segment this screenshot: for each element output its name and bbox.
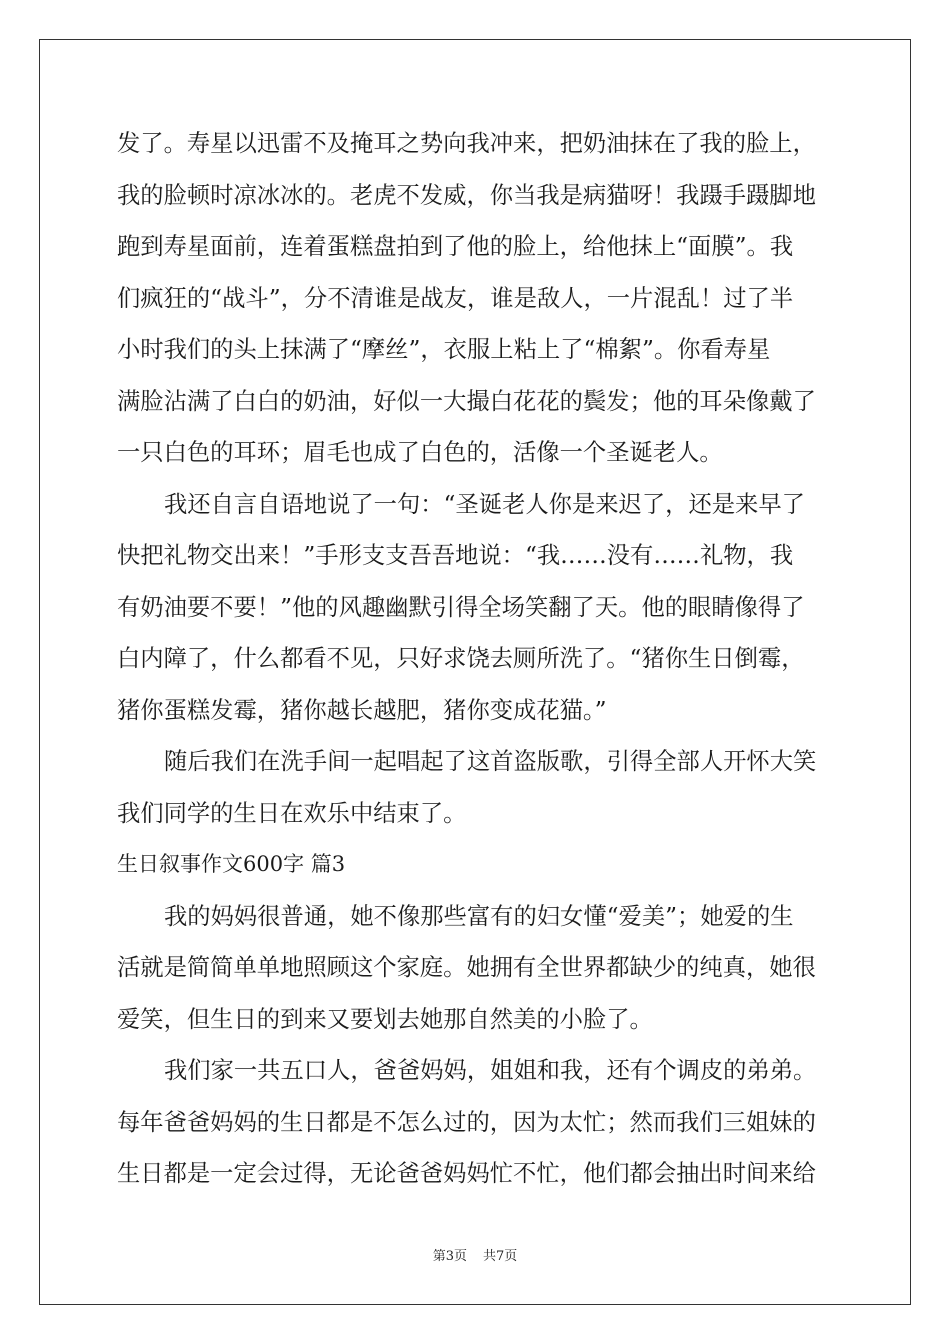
text-line: 满脸沾满了白白的奶油，好似一大撮白花花的鬓发；他的耳朵像戴了 [117,387,816,415]
document-body [117,118,833,1200]
paragraph-start-line: 随后我们在洗手间一起唱起了这首盗版歌，引得全部人开怀大笑 [164,748,817,775]
text-line: 爱笑，但生日的到来又要划去她那自然美的小脸了。 [117,1005,653,1033]
text-line: 白内障了，什么都看不见，只好求饶去厕所洗了。“猪你生日倒霉， [117,645,805,672]
text-line: 发了。寿星以迅雷不及掩耳之势向我冲来，把奶油抹在了我的脸上， [117,130,816,157]
text-line: 们疯狂的“战斗”，分不清谁是战友，谁是敌人，一片混乱！过了半 [117,284,794,312]
text-line: 跑到寿星面前，连着蛋糕盘拍到了他的脸上，给他抹上“面膜”。我 [117,233,794,260]
paragraph-start-line: 我还自言自语地说了一句：“圣诞老人你是来迟了，还是来早了 [164,490,805,518]
section-heading: 生日叙事作文600字 篇3 [117,852,346,876]
page-footer [0,1245,950,1264]
paragraph-start-line: 我们家一共五口人，爸爸妈妈，姐姐和我，还有个调皮的弟弟。 [164,1057,817,1084]
text-line: 生日都是一定会过得，无论爸爸妈妈忙不忙，他们都会抽出时间来给 [117,1160,816,1187]
text-line: 有奶油要不要！”他的风趣幽默引得全场笑翻了天。他的眼睛像得了 [117,593,805,621]
paragraph-start-line: 我的妈妈很普通，她不像那些富有的妇女懂“爱美”；她爱的生 [164,902,794,930]
text-line: 一只白色的耳环；眉毛也成了白色的，活像一个圣诞老人。 [117,439,723,466]
text-line: 我的脸顿时凉冰冰的。老虎不发威，你当我是病猫呀！我蹑手蹑脚地 [117,181,816,209]
text-line: 每年爸爸妈妈的生日都是不怎么过的，因为太忙；然而我们三姐妹的 [117,1108,816,1136]
text-line: 快把礼物交出来！”手形支支吾吾地说：“我……没有……礼物，我 [117,542,794,569]
page-number-total: 共7页 [483,1249,518,1264]
text-line: 活就是简简单单地照顾这个家庭。她拥有全世界都缺少的纯真，她很 [117,954,816,981]
page-number-current: 第3页 [432,1249,467,1264]
text-line: 猪你蛋糕发霉，猪你越长越肥，猪你变成花猫。” [117,696,607,724]
text-line: 小时我们的头上抹满了“摩丝”，衣服上粘上了“棉絮”。你看寿星 [117,336,771,363]
text-line: 我们同学的生日在欢乐中结束了。 [117,799,467,827]
